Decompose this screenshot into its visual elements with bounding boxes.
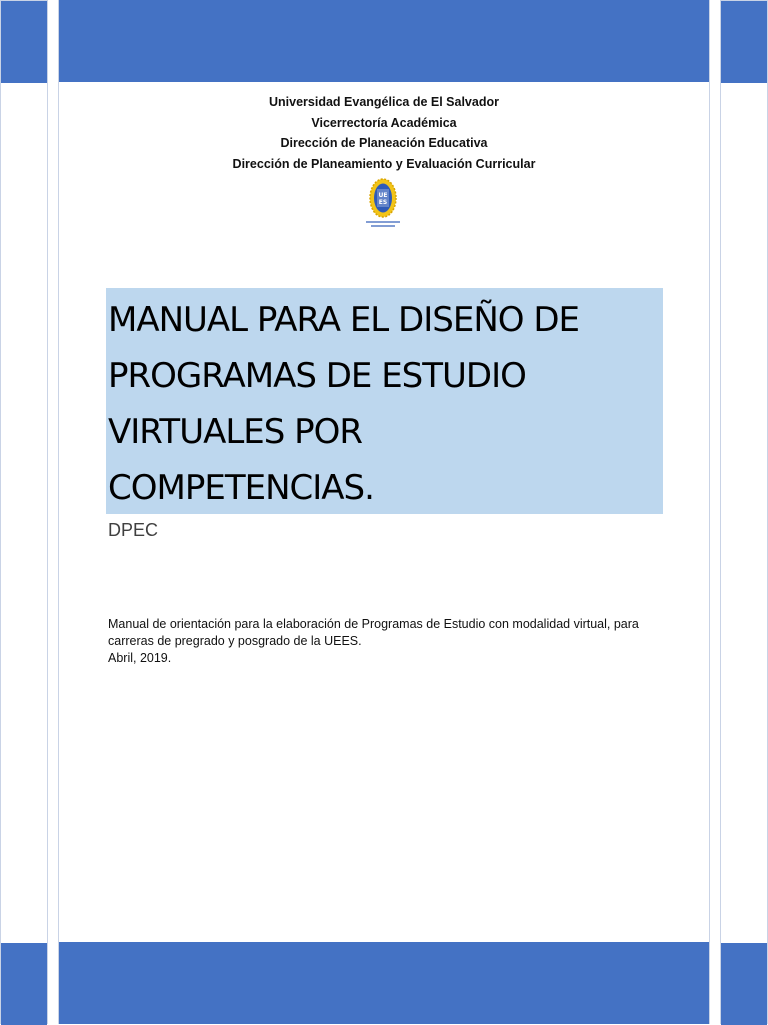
institution-header <box>59 92 709 174</box>
title-line-3: VIRTUALES POR <box>108 412 363 452</box>
header-line-university: Universidad Evangélica de El Salvador <box>269 95 499 109</box>
top-band <box>59 0 709 82</box>
seal-initials-top: UE <box>378 192 388 199</box>
header-line-vicerrectoria: Vicerrectoría Académica <box>311 115 457 130</box>
previous-page-top-band <box>1 1 47 83</box>
document-title <box>108 292 663 516</box>
seal-initials-bottom: ES <box>378 199 388 206</box>
next-page-edge <box>720 0 768 1024</box>
next-page-bottom-band <box>721 943 767 1025</box>
description-line-1: Manual de orientación para la elaboración de Programas de Estudio con modalidad virtual, para <box>108 617 639 631</box>
title-line-2: PROGRAMAS DE ESTUDIO <box>108 356 526 396</box>
header-line-planeacion: Dirección de Planeación Educativa <box>280 136 488 150</box>
title-line-1: MANUAL PARA EL DISEÑO DE <box>108 300 579 340</box>
previous-page-edge <box>0 0 48 1024</box>
document-page <box>58 0 710 1024</box>
next-page-top-band <box>721 1 767 83</box>
previous-page-bottom-band <box>1 943 47 1025</box>
description-date: Abril, 2019. <box>108 651 172 665</box>
description-line-2: carreras de pregrado y posgrado de la UEES. <box>108 634 362 648</box>
document-description <box>108 616 668 667</box>
header-line-planeamiento: Dirección de Planeamiento y Evaluación Curricular <box>232 156 536 171</box>
bottom-band <box>59 942 709 1024</box>
university-seal-icon <box>358 176 408 232</box>
document-subtitle: DPEC <box>108 520 159 540</box>
title-highlight-box <box>106 288 663 514</box>
title-line-4: COMPETENCIAS. <box>108 468 374 508</box>
